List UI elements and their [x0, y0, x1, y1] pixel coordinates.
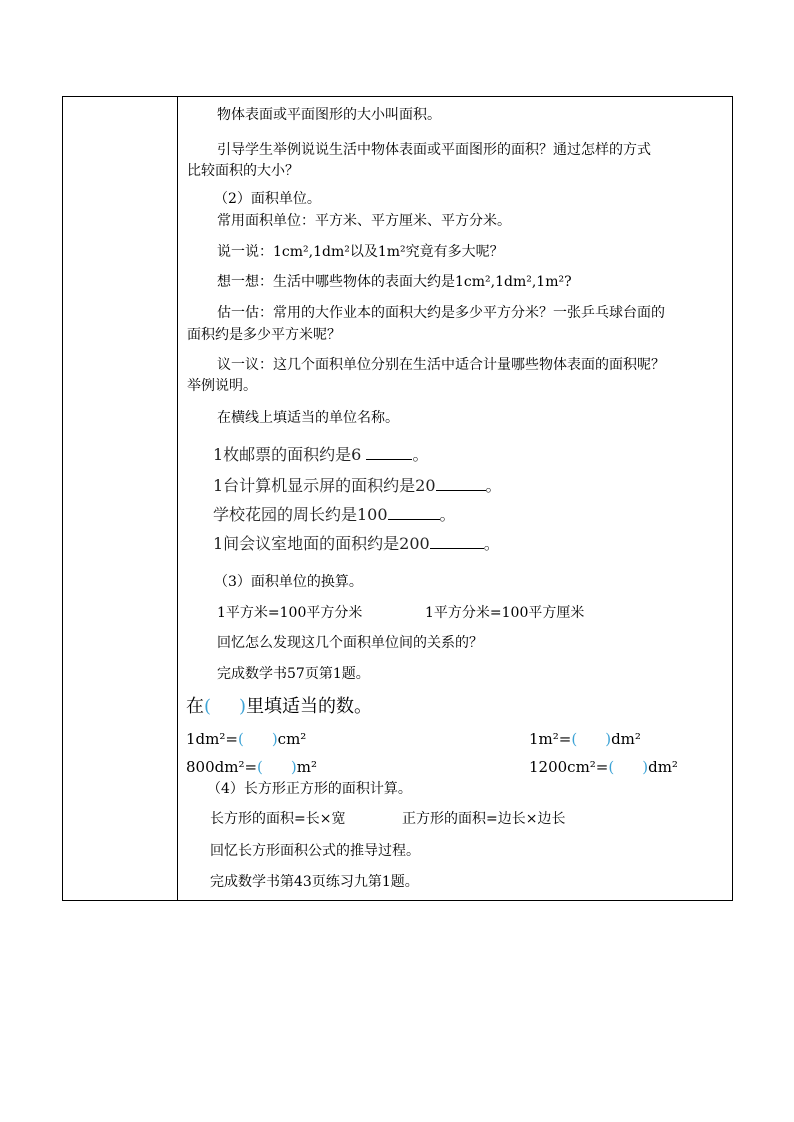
- section-heading: （4）长方形正方形的面积计算。: [207, 781, 412, 797]
- fill-item-left: 800dm²=: [186, 758, 258, 776]
- blank-item-text: 1枚邮票的面积约是6: [213, 445, 362, 464]
- text-line: 面积约是多少平方米呢？: [187, 327, 341, 343]
- paren: (: [257, 758, 263, 776]
- paren: ): [239, 696, 247, 717]
- period: 。: [483, 534, 500, 553]
- text-line: 比较面积的大小？: [187, 163, 299, 179]
- blank-item: [213, 505, 456, 524]
- paren: ): [271, 730, 278, 748]
- fill-item-unit: cm²: [277, 730, 307, 748]
- period: 。: [412, 445, 429, 464]
- answer-blank[interactable]: [366, 445, 412, 460]
- fill-item: [529, 730, 641, 748]
- paren: ): [642, 758, 649, 776]
- text-line: 在横线上填适当的单位名称。: [217, 410, 399, 426]
- blank-item-text: 1台计算机显示屏的面积约是20: [213, 476, 436, 495]
- text-line: 回忆怎么发现这几个面积单位间的关系的？: [217, 635, 483, 651]
- section-heading: （3）面积单位的换算。: [214, 574, 363, 590]
- fill-item: [186, 730, 306, 748]
- fill-item-left: 1dm²=: [186, 730, 238, 748]
- paren: (: [608, 758, 615, 776]
- conversion-1: 1平方米=100平方分米: [217, 605, 363, 621]
- paren: ): [290, 758, 297, 776]
- text-line: 引导学生举例说说生活中物体表面或平面图形的面积？通过怎样的方式: [217, 142, 651, 158]
- period: 。: [485, 476, 502, 495]
- fill-item: [186, 758, 317, 776]
- text-line: 常用面积单位：平方米、平方厘米、平方分米。: [217, 213, 511, 229]
- text-line: 议一议：这几个面积单位分别在生活中适合计量哪些物体表面的面积呢？: [217, 357, 665, 373]
- text-line: 回忆长方形面积公式的推导过程。: [210, 843, 420, 859]
- section-heading: （2）面积单位。: [214, 191, 321, 207]
- blank-item: [213, 534, 500, 553]
- column-divider: [177, 97, 178, 900]
- fill-item-unit: m²: [296, 758, 318, 776]
- fill-item: [529, 758, 678, 776]
- fill-item-left: 1m²=: [529, 730, 572, 748]
- formula-square: 正方形的面积=边长×边长: [402, 811, 566, 827]
- blank-item: [213, 476, 502, 495]
- text-line: 完成数学书57页第1题。: [217, 666, 370, 682]
- text-line: 举例说明。: [187, 378, 257, 394]
- paren: (: [237, 730, 244, 748]
- conversion-2: 1平方分米=100平方厘米: [425, 605, 585, 621]
- formula-rectangle: 长方形的面积=长×宽: [210, 811, 346, 827]
- fill-item-unit: dm²: [648, 758, 678, 776]
- answer-blank[interactable]: [388, 505, 440, 520]
- text-line: 物体表面或平面图形的大小叫面积。: [217, 107, 441, 123]
- fill-title-post: 里填适当的数。: [246, 696, 373, 717]
- paren: (: [204, 696, 212, 717]
- period: 。: [439, 505, 456, 524]
- fill-item-left: 1200cm²=: [529, 758, 609, 776]
- paren: ): [605, 730, 612, 748]
- answer-blank[interactable]: [436, 476, 486, 491]
- text-line: 说一说：1cm²,1dm²以及1m²究竟有多大呢？: [217, 244, 504, 260]
- blank-item: [213, 445, 428, 464]
- text-line: 估一估：常用的大作业本的面积大约是多少平方分米？一张乒乓球台面的: [217, 305, 665, 321]
- paren: (: [571, 730, 578, 748]
- fill-title-pre: 在: [186, 696, 204, 717]
- blank-item-text: 学校花园的周长约是100: [213, 505, 388, 524]
- answer-blank[interactable]: [430, 534, 484, 549]
- fill-item-unit: dm²: [611, 730, 641, 748]
- text-line: 完成数学书第43页练习九第1题。: [210, 874, 419, 890]
- blank-item-text: 1间会议室地面的面积约是200: [213, 534, 430, 553]
- fill-title: [186, 698, 372, 716]
- text-line: 想一想：生活中哪些物体的表面大约是1cm²,1dm²,1m²?: [217, 274, 572, 290]
